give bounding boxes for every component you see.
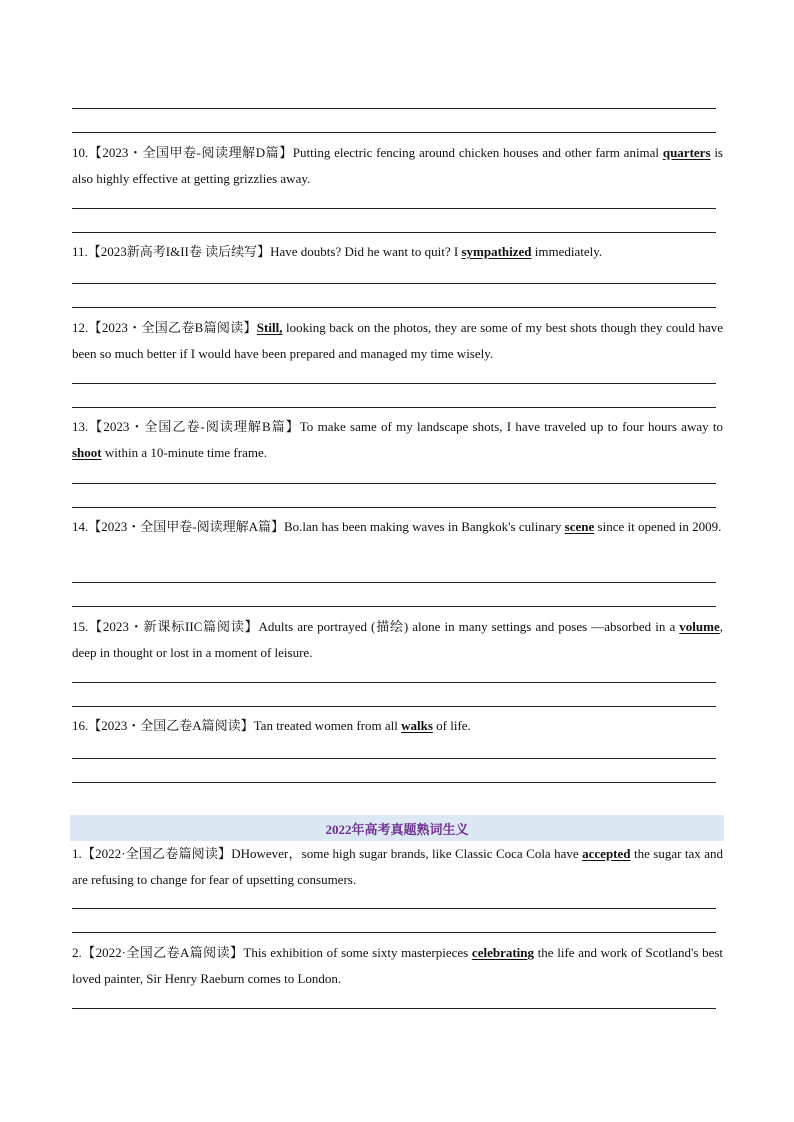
question-13 [72,414,723,466]
answer-line [72,108,716,109]
question-text: the sugar tax and are refusing to change for fear of upsetting consumers. [72,846,723,887]
question-text: 13.【2023・全国乙卷-阅读理解B篇】To make same of my landscape shots, I have traveled up to four hours away to [72,419,723,434]
question-text: looking back on the photos, they are some of my best shots though they could have been so much better if I would have been prepared and managed my time wisely. [72,320,723,361]
question-text: 11.【2023新高考I&II卷 读后续写】Have doubts? Did he want to quit? I [72,244,462,259]
question-text: immediately. [531,244,603,259]
highlighted-word: celebrating [471,945,535,960]
answer-line [72,208,716,209]
highlighted-word: volume [679,619,720,634]
answer-line [72,908,716,909]
highlighted-word: accepted [582,846,631,861]
highlighted-word: sympathized [461,244,532,259]
question-2022-1 [72,841,723,893]
highlighted-word: shoot [72,445,102,460]
question-11 [72,239,723,265]
question-text: 16.【2023・全国乙卷A篇阅读】Tan treated women from all [72,718,402,733]
highlighted-word: walks [401,718,433,733]
answer-line [72,383,716,384]
highlighted-word: quarters [662,145,711,160]
answer-line [72,682,716,683]
question-text: 10.【2023・全国甲卷-阅读理解D篇】Putting electric fencing around chicken houses and other farm animal [72,145,663,160]
answer-line [72,407,716,408]
question-14 [72,514,723,540]
answer-line [72,483,716,484]
question-16 [72,713,723,739]
highlighted-word: scene [564,519,595,534]
question-text: 15.【2023・新课标IIC篇阅读】Adults are portrayed (描绘) alone in many settings and poses —absorbed in a [72,619,680,634]
answer-line [72,307,716,308]
question-2022-2 [72,940,723,992]
answer-line [72,507,716,508]
answer-line [72,782,716,783]
highlighted-word: Still, [256,320,283,335]
question-text: , deep in thought or lost in a moment of leisure. [72,619,723,660]
question-text: 14.【2023・全国甲卷-阅读理解A篇】Bo.lan has been making waves in Bangkok's culinary [72,519,565,534]
answer-line [72,706,716,707]
question-text: since it opened in 2009. [594,519,722,534]
answer-line [72,582,716,583]
section-header: 2022年高考真题熟词生义 [70,815,724,841]
question-text: 2.【2022·全国乙卷A篇阅读】This exhibition of some sixty masterpieces [72,945,472,960]
question-text: 1.【2022·全国乙卷篇阅读】DHowever，some high sugar brands, like Classic Coca Cola have [72,846,583,861]
question-text: is also highly effective at getting grizzlies away. [72,145,723,186]
answer-line [72,232,716,233]
answer-line [72,606,716,607]
answer-line [72,283,716,284]
answer-line [72,758,716,759]
question-text: the life and work of Scotland's best loved painter, Sir Henry Raeburn comes to London. [72,945,724,986]
question-text: within a 10-minute time frame. [101,445,267,460]
question-text: of life. [432,718,471,733]
question-text: 12.【2023・全国乙卷B篇阅读】 [72,320,257,335]
question-15 [72,614,723,666]
answer-line [72,132,716,133]
answer-line [72,1008,716,1009]
answer-line [72,932,716,933]
question-10 [72,140,723,192]
question-12 [72,315,723,367]
